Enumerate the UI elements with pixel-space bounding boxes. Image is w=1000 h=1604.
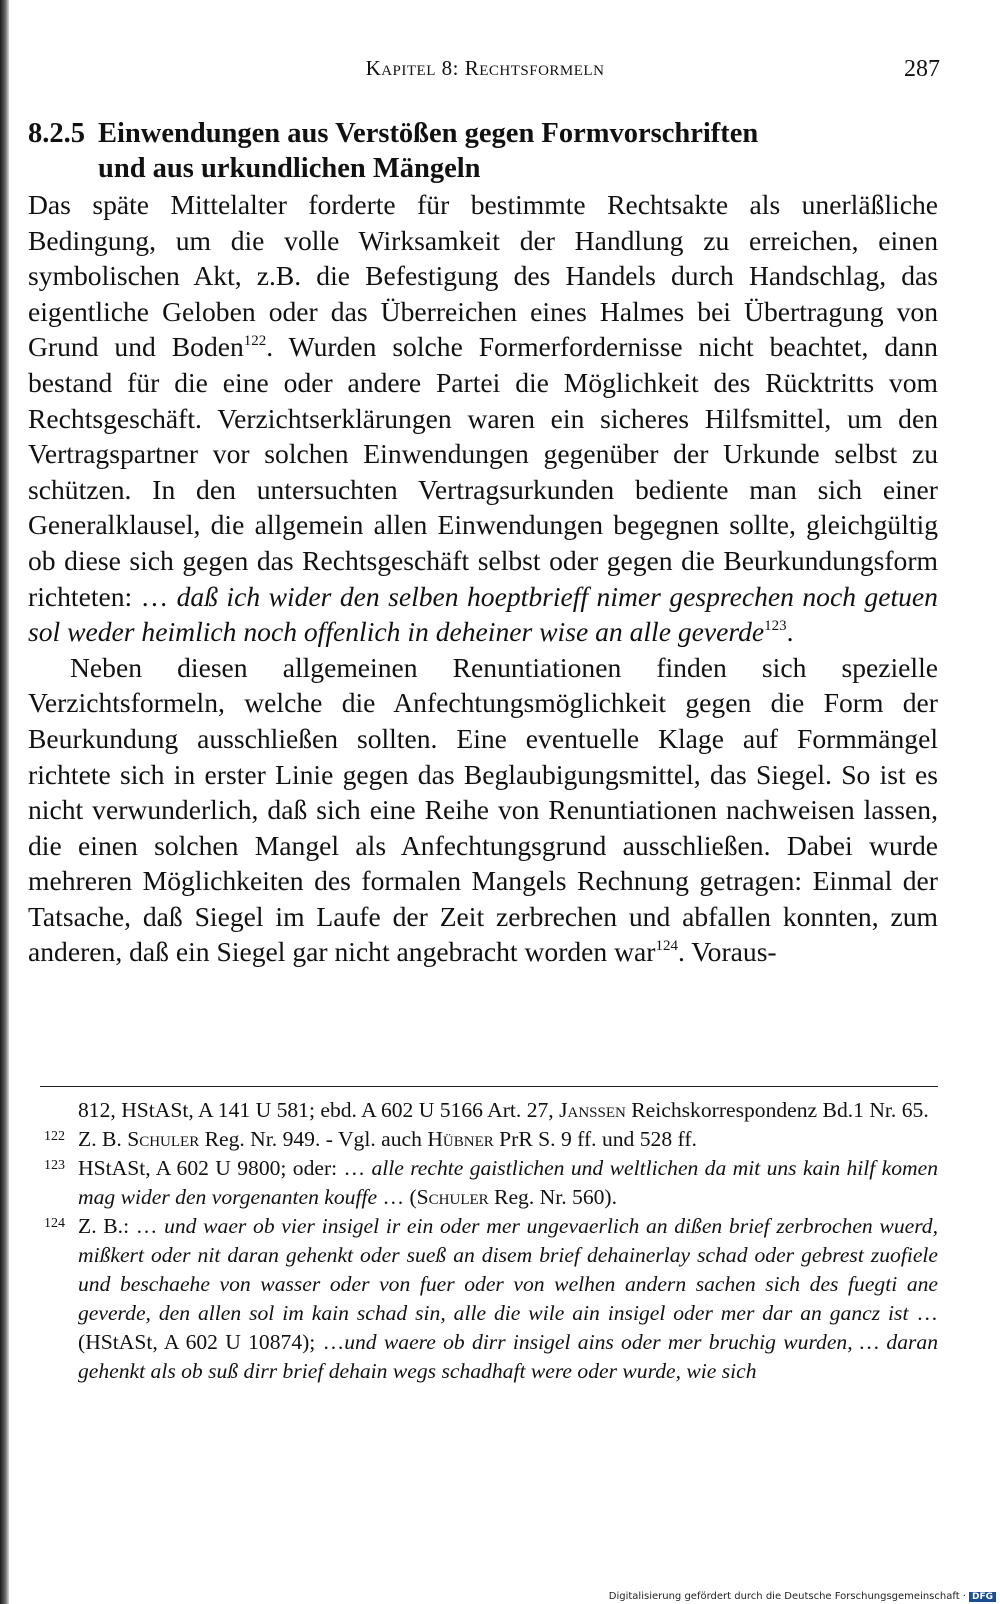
page-edge-shadow [0,0,9,1604]
footnotes [40,1096,938,1386]
paragraph-2 [28,650,938,970]
author-schuler: Schuler [127,1127,200,1151]
fn124-text-2: … (HStASt, A 602 U 10874); … [78,1301,938,1354]
fn123-quote: alle rechte gaistlichen und weltlichen da mit uns kain hilf komen mag wider den vorgenanten kouffe [78,1156,938,1209]
p1-quote: daß ich wider den selben hoeptbrieff nimer gesprechen noch getuen sol weder heimlich noch offenlich in deheiner wise an alle geverde [28,580,938,648]
page-number: 287 [904,56,940,82]
p2-text: Neben diesen allgemeinen Renuntiationen finden sich spezielle Verzichtsformeln, welche die Anfechtungsmöglichkeit gegen die Form der Beurkundung ausschließen sollten. Eine eventuelle Klage auf Formmängel richtete sich in erster Linie gegen das Beglaubigungsmittel, das Siegel. So ist es nicht verwunderlich, daß sich eine Reihe von Renuntiationen nachweisen lassen, die einen solchen Mangel als Anfechtungsgrund ausschließen. Dabei wurde mehreren Möglichkeiten des formalen Mangels Rechnung getragen: Einmal der Tatsache, daß Siegel im Laufe der Zeit zerbrechen und abfallen konnten, zum anderen, daß ein Siegel gar nicht angebracht worden war [28,651,938,968]
p1-text: Das späte Mittelalter forderte für bestimmte Rechtsakte als unerläßliche Bedingung, um die volle Wirksamkeit der Handlung zu erreichen, einen symbolischen Akt, z.B. die Befestigung des Handels durch Handschlag, das eigentliche Geloben oder das Überreichen eines Halmes bei Übertragung von Grund und Boden [28,189,938,363]
author-janssen: Janssen [559,1098,626,1122]
footnote-mark-122: 122 [44,1129,65,1144]
p1-text-2: . Wurden solche Formerfordernisse nicht beachtet, dann bestand für die eine oder andere Partei die Möglichkeit des Rücktritts vom Rechtsgeschäft. Verzichtserklärungen waren ein sicheres Hilfsmittel, um den Vertragspartner vor solchen Einwendungen gegenüber der Urkunde selbst zu schützen. In den untersuchten Vertragsurkunden bediente man sich einer Generalklausel, die allgemein allen Einwendungen begegnen sollte, gleichgültig ob diese sich gegen das Rechtsgeschäft selbst oder gegen die Beurkundungsform richteten: … [28,331,938,612]
fn-cont-text: 812, HStASt, A 141 U 581; ebd. A 602 U 5166 Art. 27, [78,1098,560,1122]
digitization-credit [609,1591,996,1602]
fn123-text: HStASt, A 602 U 9800; oder: … [78,1156,372,1180]
author-schuler-2: Schuler [416,1185,489,1209]
p2-end: . Voraus- [678,936,777,968]
section-heading [28,116,938,186]
section-title-line1: Einwendungen aus Verstößen gegen Formvorschriften [98,118,759,149]
fn122-text: Z. B. [78,1127,128,1151]
credit-text: Digitalisierung gefördert durch die Deutsche Forschungsgemeinschaft · [608,1591,966,1602]
paragraph-1 [28,187,938,650]
running-head [30,56,940,90]
footnote-ref-123[interactable]: 123 [764,618,787,635]
footnote-122 [40,1125,938,1154]
fn-cont-text-2: Reichskorrespondenz Bd.1 Nr. 65. [625,1098,929,1122]
footnote-mark-123: 123 [44,1158,65,1173]
fn122-text-2: Reg. Nr. 949. - Vgl. auch [199,1127,428,1151]
section-title-line2: und aus urkundlichen Mängeln [98,153,481,184]
footnote-123 [40,1154,938,1212]
fn122-text-3: PrR S. 9 ff. und 528 ff. [493,1127,697,1151]
footnote-124 [40,1212,938,1386]
fn123-text-3: Reg. Nr. 560). [488,1185,618,1209]
fn124-text: Z. B.: … [78,1214,165,1238]
fn124-quote-1: und waer ob vier insigel ir ein oder mer ungevaerlich an dißen brief zerbrochen wuerd, mißkert oder nit daran gehenkt oder sueß an disem brief dehainerlay schad oder gebrest zuofiele und beschaehe von wasser oder von fuer oder von welhen andern sachen sich des fuegti ane geverde, den allen sol im kain schad sin, alle die wile ain insigel oder mer dar an gancz ist [78,1214,938,1325]
footnote-mark-124: 124 [44,1216,65,1231]
footnote-continuation [40,1096,938,1125]
dfg-logo: DFG [969,1592,996,1602]
section-number: 8.2.5 [28,118,85,149]
p1-end: . [786,616,794,648]
footnote-ref-124[interactable]: 124 [655,938,678,955]
main-text [28,187,938,970]
footnote-divider [40,1086,938,1087]
footnote-ref-122[interactable]: 122 [243,333,267,350]
fn124-quote-2: und waere ob dirr insigel ains oder mer bruchig wurden, … daran gehenkt als ob suß dirr brief dehain wegs schadhaft were oder wurde, wie sich [78,1330,938,1383]
author-huebner: Hübner [427,1127,494,1151]
chapter-title: Kapitel 8: Rechtsformeln [365,56,605,80]
fn123-text-2: … ( [377,1185,417,1209]
